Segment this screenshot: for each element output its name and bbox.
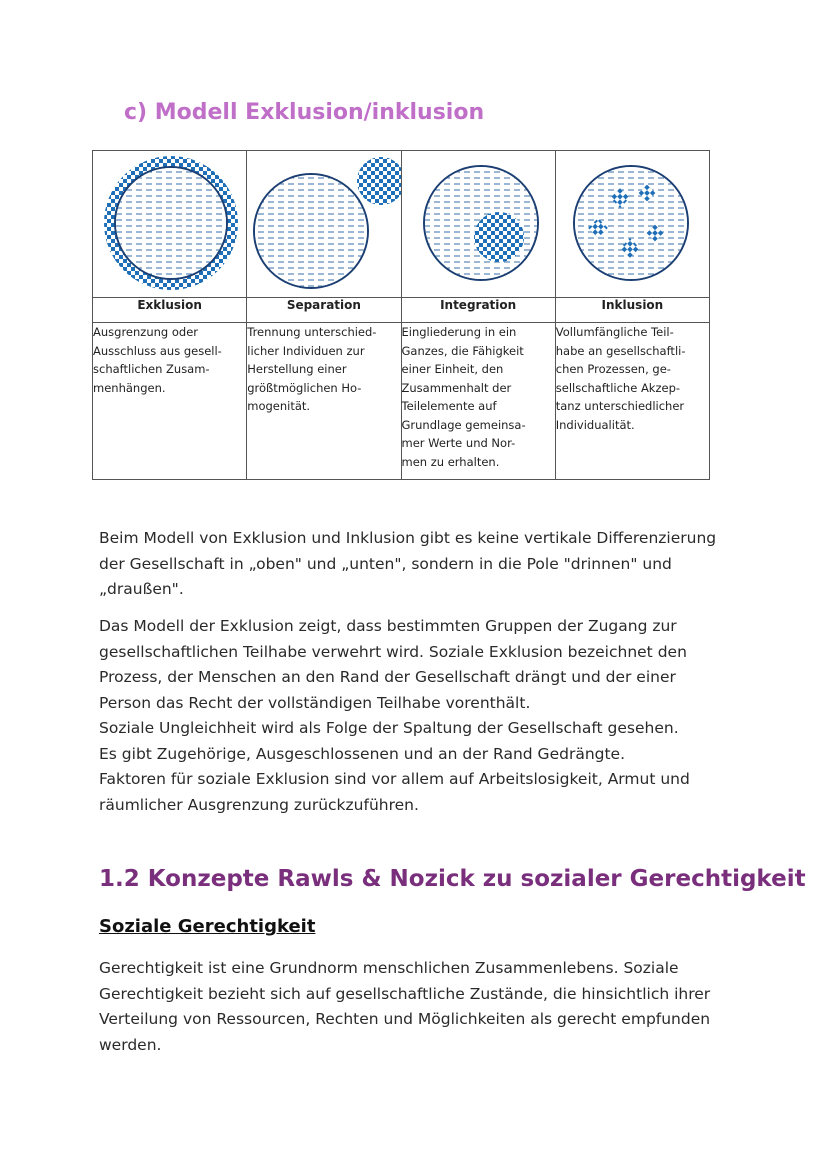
integration-diagram-cell [401, 151, 555, 298]
column-title: Integration [401, 298, 555, 323]
paragraph-line: Soziale Ungleichheit wird als Folge der Spaltung der Gesellschaft gesehen. [99, 719, 679, 737]
description-line: mogenität. [247, 399, 311, 413]
integration-diagram-icon [403, 151, 553, 291]
diagram-row [93, 151, 710, 298]
description-line: men zu erhalten. [401, 454, 500, 469]
description-line: habe an gesellschaftli- [555, 343, 686, 358]
description-line: Ausgrenzung oder [93, 325, 198, 339]
description-line: Ausschluss aus gesell- [93, 343, 222, 358]
section-subtitle: Soziale Gerechtigkeit [99, 916, 316, 937]
exclusion-diagram-cell [93, 151, 247, 298]
separation-description [247, 323, 401, 480]
paragraph-line: Faktoren für soziale Exklusion sind vor allem auf Arbeitslosigkeit, Armut und räumlicher Ausgrenzung zurückzuführen. [99, 770, 690, 814]
title-row [93, 298, 710, 323]
paragraph-line: Das Modell der Exklusion zeigt, dass bestimmten Gruppen der Zugang zur gesellschaftlichen Teilhabe verwehrt wird. Soziale Exklusion bezeichnet den Prozess, der Menschen an den Rand der Gesellschaft drängt und der einer Person das Recht der vollständigen Teilhabe vorenthält. [99, 617, 687, 712]
description-line: Vollumfängliche Teil- [555, 325, 674, 339]
description-line: Individualität. [555, 417, 635, 432]
justice-paragraph: Gerechtigkeit ist eine Grundnorm menschlichen Zusammenlebens. Soziale Gerechtigkeit bezieht sich auf gesellschaftliche Zustände, die hinsichtlich ihrer Verteilung von Ressourcen, Rechten und Möglichkeiten als gerecht empfunden werden. [99, 959, 711, 1054]
inclusion-diagram-icon [557, 151, 707, 291]
intro-paragraph: Beim Modell von Exklusion und Inklusion gibt es keine vertikale Differenzierung der Gesellschaft in „oben" und „unten", sondern in die Pole "drinnen" und „draußen". [99, 529, 717, 598]
description-line: Zusammenhalt der [401, 380, 512, 395]
separation-diagram-icon [247, 151, 401, 291]
section-heading: c) Modell Exklusion/inklusion [124, 100, 485, 125]
description-line: einer Einheit, den [401, 362, 504, 376]
section-1-2-title: 1.2 Konzepte Rawls & Nozick zu sozialer Gerechtigkeit [99, 866, 806, 892]
description-line: schaftlichen Zusam- [93, 362, 210, 376]
description-line: größtmöglichen Ho- [247, 380, 362, 395]
model-table [92, 150, 710, 480]
description-line: sellschaftliche Akzep- [555, 380, 681, 395]
description-line: Herstellung einer [247, 362, 347, 376]
description-line: Teilelemente auf [401, 399, 497, 413]
description-line: menhängen. [93, 380, 166, 395]
description-line: tanz unterschiedlicher [555, 399, 685, 413]
column-title: Separation [247, 298, 401, 323]
description-line: chen Prozessen, ge- [555, 362, 671, 376]
exclusion-description [93, 323, 247, 480]
column-title: Inklusion [555, 298, 709, 323]
description-line: Ganzes, die Fähigkeit [401, 343, 524, 358]
separation-diagram-cell [247, 151, 401, 298]
inclusion-description [555, 323, 709, 480]
inclusion-diagram-cell [555, 151, 709, 298]
description-line: mer Werte und Nor- [401, 436, 516, 450]
column-title: Exklusion [93, 298, 247, 323]
paragraph-line: Es gibt Zugehörige, Ausgeschlossenen und an der Rand Gedrängte. [99, 744, 626, 763]
integration-description [401, 323, 555, 480]
description-line: licher Individuen zur [247, 343, 365, 358]
description-line: Grundlage gemeinsa- [401, 417, 526, 432]
description-row [93, 323, 710, 480]
exclusion-diagram-icon [95, 151, 245, 291]
description-line: Trennung unterschied- [247, 325, 377, 339]
description-line: Eingliederung in ein [401, 325, 517, 339]
exclusion-paragraph [99, 614, 729, 818]
